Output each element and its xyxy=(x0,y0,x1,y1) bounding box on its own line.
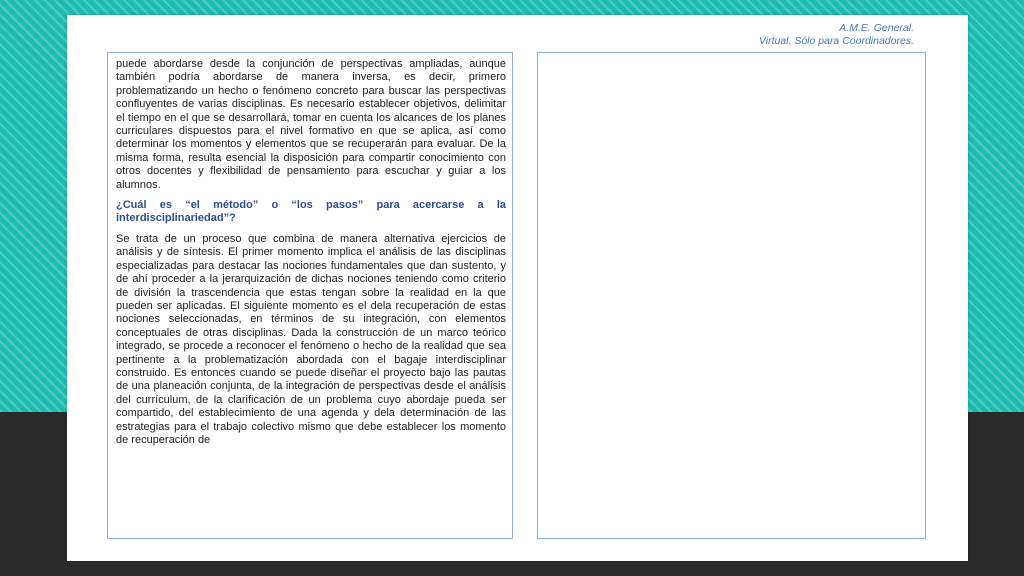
left-text-column xyxy=(107,52,513,539)
header-line-1: A.M.E. General. xyxy=(839,22,914,34)
section-heading: ¿Cuál es “el método” o “los pasos” para acercarse a la interdisciplinariedad”? xyxy=(116,199,506,225)
header-line-2: Virtual. Sólo para Coordinadores. xyxy=(758,35,914,47)
right-empty-column xyxy=(537,52,926,539)
paragraph-1: puede abordarse desde la conjunción de perspectivas ampliadas, aunque también podría abordarse de manera inversa, es decir, primero problematizando un hecho o fenómeno concreto para buscar las perspectivas confluyentes de varias disciplinas. Es necesario establecer objetivos, delimitar el tiempo en el que se desarrollará, tomar en cuenta los alcances de los planes curriculares dispuestos para el nivel formativo en que se aplica, así como determinar los momentos y elementos que se recuperarán para evaluar. De la misma forma, resulta esencial la disposición para compartir conocimiento con otros docentes y flexibilidad de pensamiento para escuchar y guiar a los alumnos. xyxy=(116,58,506,191)
document-page xyxy=(67,15,968,561)
paragraph-2: Se trata de un proceso que combina de manera alternativa ejercicios de análisis y de síntesis. El primer momento implica el análisis de las disciplinas especializadas para destacar las nociones fundamentales que dan sustento, y de ahí proceder a la jerarquización de dichas nociones teniendo como criterio de división la trascendencia que estas tengan sobre la realidad en la que pueden ser aplicadas. El siguiente momento es el dela recuperación de estas nociones seleccionadas, en términos de su integración, con elementos conceptuales de otras disciplinas. Dada la construcción de un marco teórico integrado, se procede a reconocer el fenómeno o hecho de la realidad que sea pertinente a la problematización abordada con el bagaje interdisciplinar construido. Es entonces cuando se puede diseñar el proyecto bajo las pautas de una planeación conjunta, de la integración de perspectivas desde el análisis del currículum, de la clarificación de un problema cuyo abordaje pueda ser compartido, del establecimiento de una agenda y dela determinación de las estrategias para el trabajo colectivo mismo que debe establecer los momento de recuperación de xyxy=(116,232,506,446)
page-header xyxy=(759,22,914,48)
